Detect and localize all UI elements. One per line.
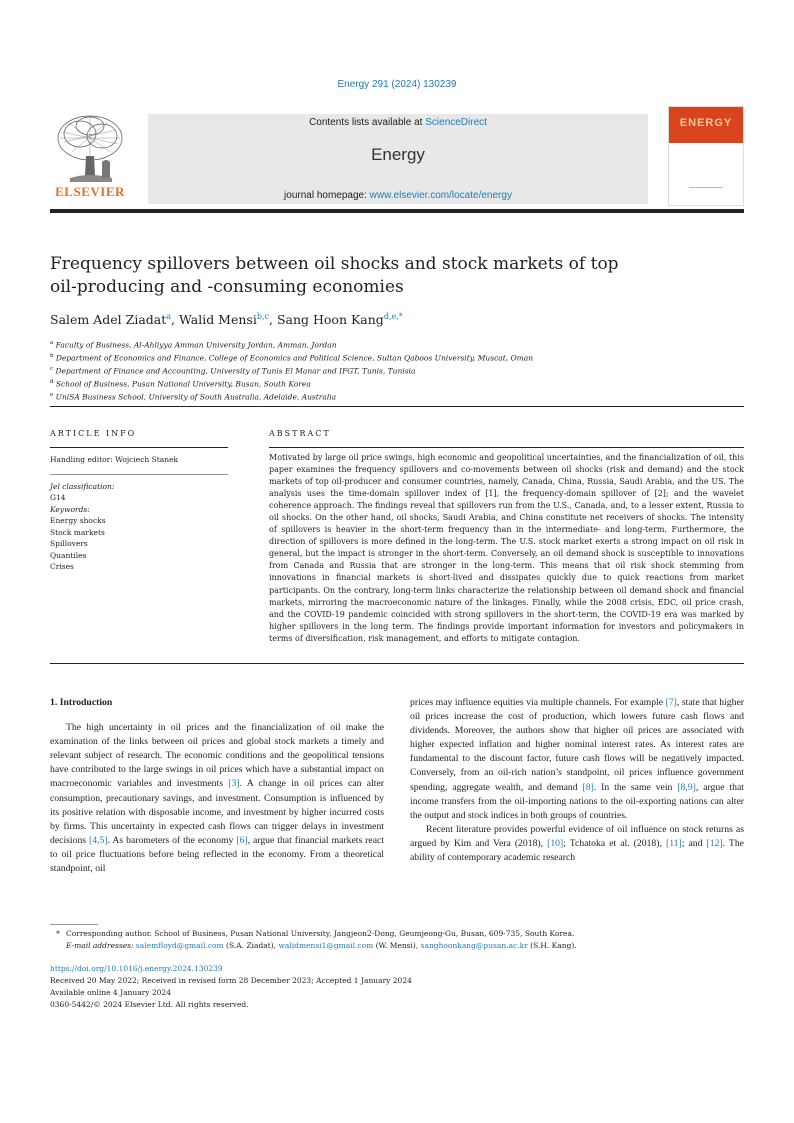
- author-affiliation-marker[interactable]: b,c: [256, 312, 269, 321]
- divider: [50, 663, 744, 664]
- cover-banner: [669, 107, 743, 143]
- jel-label: Jel classification:: [50, 481, 115, 491]
- author-separator: ,: [171, 312, 179, 328]
- paragraph-text: The high uncertainty in oil prices and the financialization of oil make the examination of the links between oil prices and global stock markets a timely and relevant subject of research. The economic conditions and the geopolitical tensions have contributed to the large swings in oil prices which have a substantial impact on macroeconomic variables and investments: [50, 722, 384, 790]
- email-addresses: [50, 940, 744, 952]
- affiliation-marker: b: [50, 353, 54, 360]
- homepage-line: [148, 190, 648, 201]
- footnote-marker: *: [56, 929, 60, 938]
- keyword: Quantiles: [50, 550, 87, 560]
- paragraph-text: ; Tchatoka et al. (2018),: [563, 837, 666, 849]
- paragraph-text: . As barometers of the economy: [107, 834, 237, 846]
- paragraph-text: . The ability of contemporary academic research: [410, 837, 744, 864]
- homepage-link[interactable]: www.elsevier.com/locate/energy: [369, 190, 512, 201]
- body-column-right: [410, 696, 744, 865]
- contents-line: [148, 117, 648, 128]
- email-link[interactable]: sanghoonkang@pusan.ac.kr: [420, 941, 528, 950]
- affiliation-text: School of Business, Pusan National University, Busan, South Korea: [53, 379, 311, 389]
- publisher-wordmark: ELSEVIER: [55, 184, 125, 199]
- keywords-label: Keywords:: [50, 504, 90, 514]
- cover-title: ENERGY: [679, 117, 733, 129]
- abstract-heading: ABSTRACT: [269, 429, 331, 438]
- homepage-prefix: journal homepage:: [284, 190, 370, 201]
- affiliation-list: [50, 338, 533, 403]
- citation-link[interactable]: [3]: [228, 778, 240, 790]
- divider: [50, 474, 228, 475]
- paragraph: [50, 721, 384, 876]
- affiliation-text: Faculty of Business, Al-Ahliyya Amman University Jordan, Amman, Jordan: [53, 340, 337, 350]
- title-line: Frequency spillovers between oil shocks and stock markets of top: [50, 254, 619, 274]
- sciencedirect-link[interactable]: ScienceDirect: [425, 117, 487, 128]
- paragraph: [410, 696, 744, 823]
- affiliation-text: Department of Finance and Accounting, University of Tunis El Manar and IFGT, Tunis, Tunisia: [53, 366, 416, 376]
- email-owner: (S.H. Kang).: [527, 941, 577, 950]
- email-link[interactable]: salemfloyd@gmail.com: [135, 941, 224, 950]
- paragraph-text: . In the same vein: [593, 781, 678, 793]
- masthead: [50, 112, 744, 208]
- journal-banner: [148, 114, 648, 204]
- citation-link[interactable]: [8]: [582, 781, 594, 793]
- keyword: Crises: [50, 562, 74, 571]
- author-separator: ,: [269, 312, 277, 328]
- author-name: Sang Hoon Kang: [276, 312, 384, 328]
- citation-link[interactable]: [8,9]: [677, 781, 696, 793]
- divider: [50, 447, 228, 448]
- body-column-left: [50, 696, 384, 876]
- divider: [269, 447, 744, 448]
- cover-divider: [689, 187, 723, 188]
- keyword: Energy shocks: [50, 516, 106, 525]
- citation-link[interactable]: [6]: [236, 834, 248, 846]
- contents-prefix: Contents lists available at: [309, 117, 426, 128]
- paragraph-text: Recent literature provides powerful evidence of oil influence on stock returns as argued by Kim and Vera (2018),: [410, 823, 744, 849]
- journal-cover-thumbnail[interactable]: [668, 106, 744, 206]
- publication-info: [50, 963, 412, 1011]
- section-heading-introduction: 1. Introduction: [50, 697, 113, 708]
- divider: [50, 406, 744, 407]
- copyright: 0360-5442/© 2024 Elsevier Ltd. All rights reserved.: [50, 1000, 249, 1009]
- abstract-text: Motivated by large oil price swings, high economic and geopolitical uncertainties, and the financialization of oil, this paper examines the frequency spillovers and co-movements between oil shocks (risk and demand) and the stock markets of top oil-producer and consumer countries, namely, Canada, China, Russia, Saudi Arabia, and the US. The analysis uses the time-domain spillover index of [1], the frequency-domain spillover of [2]; and the wavelet coherence approach. The findings reveal that spillovers run from the U.S., Canada, and, to a lesser extent, Russia to oil shocks. On the other hand, oil shocks, Saudi Arabia, and China constitute net receivers of shocks. The intensity of spillovers is heavier in the short-term frequency than in the intermediate- and long-term. Furthermore, the direction of spillovers is more defined in the long-term. The U.S. stock market exerts a strong impact on oil risk in general, but the impact is stronger in the short-term. Conversely, an oil demand shock is susceptible to innovations from Canada and Russia that are stronger in the long-term. This means that oil risk shock stemming from innovations in financial markets is short-lived and dissipates quickly due to quick reactions from market participants. On the contrary, long-term links characterize the relationship between oil demand shock and financial markets, mirroring the macroeconomic nature of the linkages. Finally, while the 2008 crisis, EDC, oil price crash, and the COVID-19 pandemic coincided with strong spillovers in the short-term, the COVID-19 era was marked by higher spillovers in the long term. The findings provide important information for investors and policymakers in terms of diversification, risk management, and efforts to mitigate contagion.: [269, 453, 744, 643]
- citation-link[interactable]: [4,5]: [89, 834, 108, 846]
- email-link[interactable]: walidmensi1@gmail.com: [278, 941, 374, 950]
- affiliation-marker: e: [50, 392, 54, 399]
- article-title: [50, 253, 650, 299]
- received-dates: Received 20 May 2022; Received in revised form 28 December 2023; Accepted 1 January 2024: [50, 976, 412, 985]
- affiliation: [50, 364, 533, 377]
- author-list: [50, 312, 403, 327]
- keyword: Spillovers: [50, 539, 88, 548]
- available-online: Available online 4 January 2024: [50, 988, 171, 997]
- journal-citation[interactable]: Energy 291 (2024) 130239: [337, 79, 457, 90]
- affiliation: [50, 338, 533, 351]
- tree-icon: [50, 112, 130, 188]
- doi-link[interactable]: https://doi.org/10.1016/j.energy.2024.130239: [50, 964, 223, 973]
- author-affiliation-marker[interactable]: d,e,*: [383, 312, 403, 321]
- affiliation: [50, 351, 533, 364]
- handling-editor: Handling editor: Wojciech Stanek: [50, 455, 179, 464]
- footnotes: [50, 928, 744, 952]
- keyword-list: [50, 515, 228, 573]
- paragraph-text: ; and: [681, 837, 707, 849]
- email-label: E-mail addresses:: [66, 941, 134, 950]
- journal-name: Energy: [371, 145, 425, 164]
- affiliation-text: Department of Economics and Finance, College of Economics and Political Science, Sultan Qaboos University, Muscat, Oman: [53, 353, 534, 363]
- citation-link[interactable]: [10]: [547, 837, 564, 849]
- affiliation-text: UniSA Business School, University of South Australia, Adelaide, Australia: [53, 392, 337, 402]
- paragraph-text: prices may influence equities via multiple channels. For example: [410, 697, 666, 708]
- elsevier-tree-logo: [50, 112, 130, 204]
- citation-link[interactable]: [12]: [706, 837, 723, 849]
- affiliation-marker: a: [50, 340, 54, 346]
- corresponding-author-text: Corresponding author. School of Business, Pusan National University, Jangjeon2-Dong, Geumjeong-Gu, Busan, 609-735, South Korea.: [66, 929, 575, 938]
- paragraph-text: , state that higher oil prices increase the cost of production, which lowers future cash flows and dividends. Moreover, the authors show that higher oil prices are associated with higher expected inflation and higher nominal interest rates. As interest rates are fundamental to the discount factor, future cash flows will be negatively impacted. Conversely, from an oil-rich nation’s standpoint, oil prices influence government spending, aggregate wealth, and demand: [410, 697, 744, 793]
- email-owner: (S.A. Ziadat),: [223, 941, 279, 950]
- masthead-rule: [50, 209, 744, 213]
- keyword: Stock markets: [50, 527, 105, 537]
- footnote-rule: [50, 924, 98, 925]
- paragraph-text: , argue that financial markets react to oil price fluctuations before being reflected in the economy. From a theoretical standpoint, oil: [50, 834, 384, 875]
- author-name: Walid Mensi: [178, 312, 257, 328]
- jel-value: G14: [50, 493, 66, 502]
- email-owner: (W. Mensi),: [373, 941, 421, 950]
- affiliation-marker: c: [50, 366, 54, 373]
- title-line: oil-producing and -consuming economies: [50, 277, 404, 297]
- article-info-heading: ARTICLE INFO: [50, 429, 137, 438]
- author-name: Salem Adel Ziadat: [50, 312, 167, 328]
- affiliation-marker: d: [50, 379, 54, 386]
- corresponding-author-note: [50, 928, 744, 940]
- article-info-panel: [50, 454, 228, 573]
- paragraph-text: . A change in oil prices can alter consumption, precautionary savings, and investment. Consumption is influenced by its positive relation with disposable income, and investment by higher incurred costs by firms. This uncertainty in expected cash flows can trigger delays in investment decisions: [50, 778, 384, 846]
- paragraph: [410, 823, 744, 865]
- citation-link[interactable]: [7]: [665, 697, 677, 708]
- affiliation: [50, 390, 533, 403]
- author-affiliation-marker[interactable]: a: [166, 312, 172, 321]
- affiliation: [50, 377, 533, 390]
- paragraph-text: , argue that income transfers from the oil-importing nations to the oil-exporting nations can alter the output and stock indices in both groups of countries.: [410, 781, 744, 821]
- citation-link[interactable]: [11]: [665, 837, 682, 849]
